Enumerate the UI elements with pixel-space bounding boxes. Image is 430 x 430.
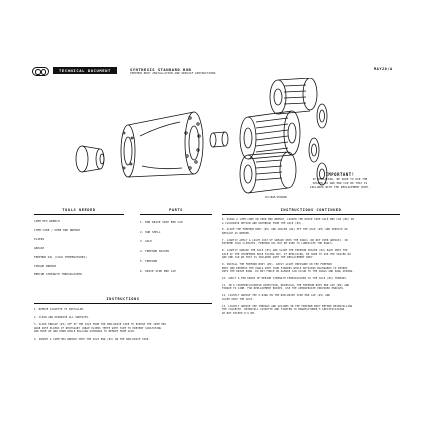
tools-title: TOOLS NEEDED <box>62 208 96 212</box>
tool-item: GREASE <box>34 246 45 250</box>
continued-step: 8. SLIDE THE FREEHUB BODY (#5) AND SPACER (#4) OFF THE AXLE (#3) AND SERVICE OR REPLACE AS NEEDED. <box>222 228 348 235</box>
continued-divider <box>222 214 400 215</box>
page-title: SYNTHESIS STANDARD HUB <box>130 67 192 72</box>
instruction-step: 3. SLIDE ENDCAP (#1) OFF OF THE AXLE FROM THE NON-DRIVE SIDE TO EXPOSE THE 12MM HEX. GRAB WITH PLIERS IF NECESSARY (WRAP PLIERS TEETH WITH TAPE TO PREVENT SCRATCHING AND MOVE UP AND DOWN WHILE PULLING OUTWARDS TO REMOVE FROM AXLE. <box>34 323 168 334</box>
document-code: MAY20/A <box>374 67 393 71</box>
instruction-step: 1. REMOVE CASSETTE IF INSTALLED. <box>34 308 85 311</box>
important-note <box>305 178 375 190</box>
instructions-divider <box>34 303 212 304</box>
hub-shell-part <box>121 112 203 177</box>
part-item: 6. DRIVE SIDE END CAP <box>140 269 176 273</box>
part-item: 5. FREEHUB <box>140 259 158 263</box>
diagram-caption: XD/SRAM/SHIMANO <box>265 196 288 199</box>
part-item: 4. FREEHUB SPACER <box>140 250 170 254</box>
part-item: 3. AXLE <box>140 240 152 244</box>
continued-step: 7. LIGHTLY APPLY A LIGHT COAT OF GREASE ONTO THE PAWLS (DO NOT OVER GREASE). IN EXTREME COLD CLIMATES, FREEHUB OIL MAY BE USED TO LUBRICATE THE PAWLS. <box>222 238 348 246</box>
important-line: INCLUDED WITH THE REPLACEMENT BODY. <box>310 185 370 189</box>
instruction-step: 4. INSERT A 12MM HEX WRENCH INTO THE AXLE END (#3) ON THE NON-DRIVE SIDE. <box>34 337 151 341</box>
parts-title: PARTS <box>169 208 183 212</box>
tools-list <box>34 218 124 280</box>
continued-text <box>222 218 400 319</box>
continued-step: 8. LIGHTLY GREASE THE AXLE (#3) AND SLIDE THE FREEHUB SPACER (#4) BACK ONTO THE AXLE W/ THE CHAMFERED EDGE FACING OUT. IF REPLACING, BE SURE TO USE THE SPACER #4 AND END CAP #6 THAT IS INCLUDED WITH THE REPLACEMENT BODY. <box>222 249 351 260</box>
axle-part <box>210 132 228 147</box>
instructions-text <box>34 308 212 346</box>
part-item: 2. HUB SHELL <box>140 230 161 234</box>
instructions-title: INSTRUCTIONS <box>106 297 140 301</box>
tool-item: PLIERS <box>34 237 45 241</box>
end-cap-part <box>76 146 104 172</box>
continued-step: 9. INSTALL THE FREEHUB BODY (#5). APPLY LIGHT PRESSURE ON THE FREEHUB BODY AND DEPRESS THE PAWLS WITH YOUR FINGERS WHILE ROTATING BACKWARDS TO INSERT INTO THE DRIVE RING. DO NOT FORCE OR DAMAGE CAN OCCUR TO THE PAWLS AND PAWL SPRING. <box>222 263 354 274</box>
freehub-top-part <box>270 78 317 114</box>
tool-item: 12MM HEX WRENCH <box>34 220 60 223</box>
instruction-step: 2. CLEAN AND DEGREASE ALL SURFACES. <box>34 315 90 319</box>
continued-step: 11. IN A COUNTERCLOCKWISE DIRECTION, REINSTALL THE FREEHUB BODY END CAP (#6) AND TORQUE TO 12NM. FOR REPLACEMENT BODIES, USE THE APPROPRIATE PROVIDED ENDCAPS. <box>222 283 350 291</box>
parts-divider <box>140 214 212 215</box>
tool-item: FREEHUB OIL (COLD TEMPERATURES) <box>34 255 88 259</box>
tool-item: TORQUE WRENCH <box>34 264 57 268</box>
important-line: SPACER #4 AND END CAP #6 THAT IS <box>312 181 368 185</box>
continued-title: INSTRUCTIONS CONTINUED <box>280 208 342 212</box>
continued-step: 13. LIGHTLY GREASE THE THREADS AND SPLINES ON THE FREEHUB BODY BEFORE REINSTALLING THE CASSETTE. REINSTALL CASSETTE AND TIGHTEN TO MANUFACTURER'S SPECIFICATIONS. DO NOT EXCEED 8.5 NM. <box>222 304 353 315</box>
page-subtitle: FREEHUB BODY INSTALLATION AND SERVICE INSTRUCTIONS <box>130 72 216 75</box>
parts-list <box>140 218 212 276</box>
continued-step: 6. USING A 17MM CONE OR OPEN END WRENCH, LOOSEN THE DRIVE SIDE AXLE END CAP (#6) IN A CLOCKWISE MOTION AND UNTHREAD FROM THE AXLE (#3). <box>222 218 354 225</box>
tools-divider <box>34 214 124 215</box>
document-badge: TECHNICAL DOCUMENT <box>53 67 117 74</box>
part-item: 1. NON DRIVE SIDE END CAP <box>140 221 183 224</box>
important-line: IF REPLACING, BE SURE TO USE THE <box>312 178 368 181</box>
continued-step: 12. LIGHTLY GREASE THE O-RING ON THE NON-DRIVE SIDE END CAP (#1) AND SLIDE ONTO THE AXLE. <box>222 294 331 301</box>
logo-icon <box>32 67 49 76</box>
continued-step: 10. APPLY A FEW DROPS OF MEDIUM STRENGTH THREADLOCKER TO THE AXLE (#3) THREADS. <box>222 277 348 281</box>
tool-item: MEDIUM STRENGTH THREADLOCKER <box>34 273 82 277</box>
important-title: IMPORTANT! <box>325 172 355 177</box>
tool-item: 17MM CONE / OPEN END WRENCH <box>34 228 81 232</box>
freehub-part <box>240 111 300 193</box>
